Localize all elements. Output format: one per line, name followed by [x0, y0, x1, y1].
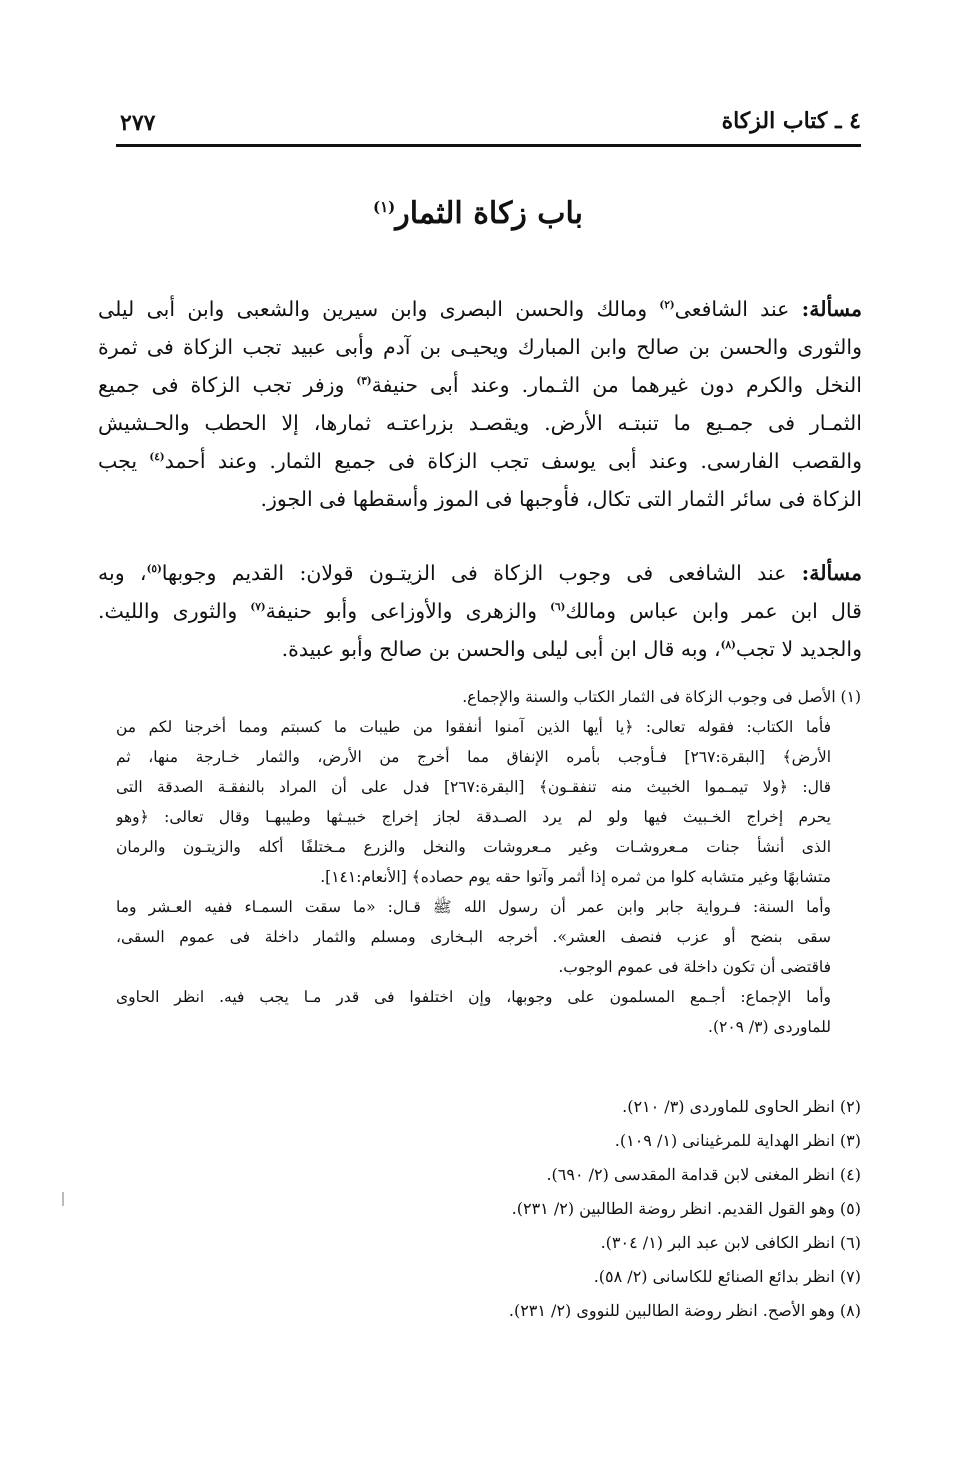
- footnote-line: متشابهًا وغير متشابه كلوا من ثمره إذا أثمر وآتوا حقه يوم حصاده﴾ [الأنعام:١٤١].: [320, 868, 831, 886]
- text-span: والقصب الفارسى. وعند أبى يوسف تجب الزكاة فى جميع الثمار. وعند أحمد: [164, 449, 862, 473]
- text-span: ، وبه: [98, 561, 147, 585]
- footnote-ref: (٣): [356, 375, 372, 388]
- text-span: والزهرى والأوزاعى وأبو حنيفة: [265, 599, 551, 623]
- text-span: النخل والكرم دون غيرهما من الثـمار. وعند أبى حنيفة: [371, 373, 862, 397]
- paragraph-2: [98, 554, 862, 668]
- text-line: [98, 592, 862, 630]
- scan-mark: [62, 1192, 64, 1206]
- footnote-line: وأما السنة: فـرواية جابر وابن عمر أن رسول الله ﷺ قـال: «ما سقت السمـاء ففيه العـشر وما: [116, 898, 831, 916]
- footnote-item: (٧) انظر بدائع الصنائع للكاسانى (٢/ ٥٨).: [593, 1267, 861, 1286]
- footnote-line: قال: ﴿ولا تيمـموا الخبيث منه تنفقـون﴾ [البقرة:٢٦٧] فدل على أن المراد بالنفقـة الصدقة التى: [116, 778, 831, 796]
- footnotes-list: [116, 1090, 861, 1328]
- footnote-item: (٢) انظر الحاوى للماوردى (٣/ ٢١٠).: [622, 1097, 861, 1116]
- text-line: [98, 442, 862, 480]
- footnote-line: فاقتضى أن تكون داخلة فى عموم الوجوب.: [558, 958, 831, 976]
- footnote-line: (١) الأصل فى وجوب الزكاة فى الثمار الكتاب والسنة والإجماع.: [462, 688, 861, 706]
- text-line: الثمـار فى جمـيع ما تنبتـه الأرض. ويقصـد بزراعتـه ثمارها، إلا الحطب والحـشيش: [98, 411, 862, 435]
- text-line: والثورى والحسن بن صالح وابن المبارك ويحيـى بن آدم وأبى عبيد تجب الزكاة فى ثمرة: [98, 335, 862, 359]
- section-title: [0, 196, 956, 231]
- issue-label: مسألة:: [801, 561, 862, 585]
- issue-label: مسألة:: [801, 297, 862, 321]
- footnote-ref: (٥): [146, 563, 162, 576]
- footnote-ref: (١): [372, 198, 396, 216]
- footnote-line: فأما الكتاب: فقوله تعالى: ﴿يا أيها الذين آمنوا أنفقوا من طيبات ما كسبتم ومما أخرجنا لكم من: [116, 718, 831, 736]
- text-line: [98, 290, 862, 328]
- footnote-line: يحرم إخراج الخـبيث فيها ولو لم يرد الصـدقة لجاز إخراج خبيـثها وطيبهـا وقال تعالى: ﴿وهو: [116, 808, 831, 826]
- footnote-ref: (٧): [250, 601, 266, 614]
- text-span: والجديد لا تجب: [735, 637, 862, 661]
- text-line: الزكاة فى سائر الثمار التى تكال، فأوجبها فى الموز وأسقطها فى الجوز.: [260, 487, 862, 511]
- text-line: [98, 554, 862, 592]
- page-number: ٢٧٧: [120, 110, 156, 136]
- footnote-item: (٤) انظر المغنى لابن قدامة المقدسى (٢/ ٦٩٠).: [546, 1165, 861, 1184]
- text-span: قال ابن عمر وابن عباس ومالك: [565, 599, 862, 623]
- text-span: عند الشافعى فى وجوب الزكاة فى الزيتـون قولان: القديم وجوبها: [161, 561, 802, 585]
- footnote-line: الذى أنشأ جنات مـعروشـات وغير مـعروشات والنخل والزرع مـختلفًا أكله والزيتـون والرمان: [116, 838, 831, 856]
- footnote-line: الأرض﴾ [البقرة:٢٦٧] فـأوجب بأمره الإنفاق مما أخرج من الأرض، والثمار خـارجة منها، ثم: [116, 748, 831, 766]
- text-span: عند الشافعى: [674, 297, 802, 321]
- footnote-line: وأما الإجماع: أجـمع المسلمون على وجوبها، وإن اختلفوا فى قدر مـا يجب فيه. انظر الحاوى: [116, 988, 831, 1006]
- footnote-ref: (٤): [149, 451, 165, 464]
- footnote-item: (٥) وهو القول القديم. انظر روضة الطالبين (٢/ ٢٣١).: [511, 1199, 861, 1218]
- text-span: يجب: [98, 449, 150, 473]
- footnote-ref: (٦): [550, 601, 566, 614]
- text-span: والثورى والليث.: [98, 599, 251, 623]
- section-title-text: باب زكاة الثمار: [395, 196, 584, 231]
- footnote-1: [116, 682, 861, 1042]
- footnote-item: (٨) وهو الأصح. انظر روضة الطالبين للنووى (٢/ ٢٣١).: [508, 1301, 861, 1320]
- chapter-title: ٤ ـ كتاب الزكاة: [721, 108, 861, 134]
- text-span: ، وبه قال ابن أبى ليلى والحسن بن صالح وأبو عبيدة.: [281, 637, 721, 661]
- running-header: [116, 98, 861, 147]
- text-line: [98, 630, 862, 668]
- footnote-item: (٦) انظر الكافى لابن عبد البر (١/ ٣٠٤).: [600, 1233, 861, 1252]
- footnote-ref: (٢): [659, 299, 675, 312]
- footnote-line: للماوردى (٣/ ٢٠٩).: [708, 1018, 831, 1036]
- text-span: وزفر تجب الزكاة فى جميع: [98, 373, 357, 397]
- text-span: ومالك والحسن البصرى وابن سيرين والشعبى وابن أبى ليلى: [98, 297, 660, 321]
- footnote-ref: (٨): [720, 639, 736, 652]
- footnote-line: سقى بنضح أو عزب فنصف العشر». أخرجه البـخارى ومسلم والثمار داخلة فى عموم السقى،: [116, 928, 831, 946]
- footnote-item: (٣) انظر الهداية للمرغينانى (١/ ١٠٩).: [614, 1131, 861, 1150]
- text-line: [98, 366, 862, 404]
- paragraph-1: [98, 290, 862, 518]
